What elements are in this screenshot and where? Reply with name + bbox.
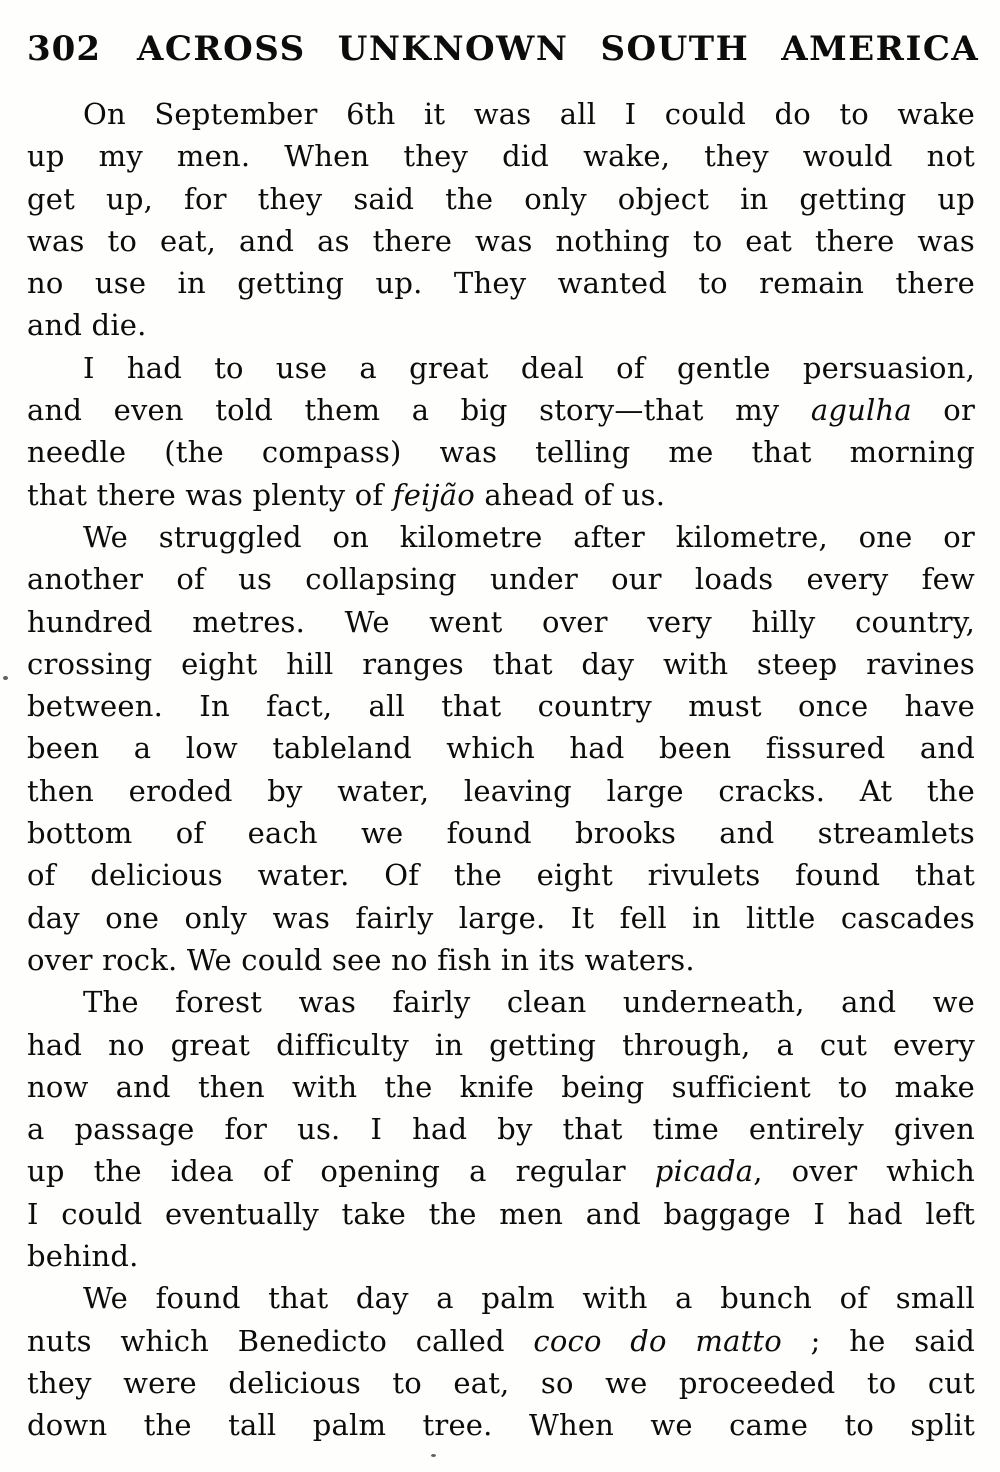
italic-term: coco do matto (533, 1323, 782, 1358)
text-segment: get up, for they said the only object in getting up (27, 181, 975, 216)
text-segment: We found that day a palm with a bunch of small (83, 1281, 975, 1316)
text-segment: or (911, 393, 976, 428)
text-segment: a passage for us. I had by that time entirely given (27, 1112, 975, 1147)
text-line (27, 1277, 975, 1319)
text-segment: and even told them a big story—that my (27, 393, 811, 428)
text-block (27, 93, 975, 1447)
text-segment: We struggled on kilometre after kilometre, one or (83, 519, 975, 554)
text-segment: behind. (27, 1239, 139, 1274)
text-line (27, 1235, 975, 1277)
text-line (27, 1150, 975, 1192)
paragraph (27, 347, 975, 516)
text-line (27, 685, 975, 727)
text-line (27, 389, 975, 431)
text-segment: was to eat, and as there was nothing to eat there was (27, 223, 975, 258)
text-line (27, 1024, 975, 1066)
text-line (27, 220, 975, 262)
text-segment: been a low tableland which had been fissured and (27, 731, 975, 766)
italic-term: picada (654, 1154, 754, 1189)
text-segment: The forest was fairly clean underneath, and we (83, 985, 975, 1020)
text-segment: had no great difficulty in getting through, a cut every (27, 1027, 975, 1062)
text-line (27, 516, 975, 558)
text-line (27, 304, 975, 346)
text-line (27, 727, 975, 769)
text-line (27, 135, 975, 177)
text-line (27, 1320, 975, 1362)
text-segment: nuts which Benedicto called (27, 1323, 534, 1358)
text-line (27, 1404, 975, 1446)
paragraph (27, 516, 975, 981)
text-segment: I could eventually take the men and baggage I had left (27, 1196, 975, 1231)
text-segment: then eroded by water, leaving large cracks. At the (27, 773, 975, 808)
text-line (27, 474, 975, 516)
text-segment: day one only was fairly large. It fell in little cascades (27, 900, 975, 935)
text-line (27, 262, 975, 304)
text-segment: down the tall palm tree. When we came to split (27, 1408, 975, 1443)
text-segment: bottom of each we found brooks and streamlets (27, 816, 975, 851)
text-line (27, 1108, 975, 1150)
text-line (27, 981, 975, 1023)
paragraph (27, 1277, 975, 1446)
scan-artifact-dot (3, 676, 8, 680)
paragraph (27, 981, 975, 1277)
paragraph (27, 93, 975, 347)
text-line (27, 1362, 975, 1404)
text-line (27, 939, 975, 981)
text-line (27, 601, 975, 643)
text-line (27, 812, 975, 854)
text-segment: now and then with the knife being sufficient to make (27, 1069, 975, 1104)
page-title: ACROSS UNKNOWN SOUTH AMERICA (136, 29, 980, 69)
running-header (27, 28, 980, 70)
text-segment: up the idea of opening a regular (27, 1154, 655, 1189)
text-segment: between. In fact, all that country must once have (27, 689, 975, 724)
text-line (27, 1066, 975, 1108)
italic-term: feijão (392, 477, 475, 512)
text-line (27, 431, 975, 473)
scan-artifact-dot (431, 1454, 436, 1457)
text-segment: up my men. When they did wake, they would not (27, 139, 975, 174)
italic-term: agulha (810, 393, 912, 428)
text-line (27, 770, 975, 812)
text-segment: over rock. We could see no fish in its waters. (27, 942, 695, 977)
text-segment: of delicious water. Of the eight rivulets found that (27, 858, 975, 893)
text-segment: , over which (753, 1154, 975, 1189)
text-line (27, 178, 975, 220)
text-line (27, 897, 975, 939)
text-line (27, 347, 975, 389)
text-segment: another of us collapsing under our loads every few (27, 562, 975, 597)
text-segment: hundred metres. We went over very hilly country, (27, 604, 975, 639)
text-segment: that there was plenty of (27, 477, 393, 512)
text-line (27, 643, 975, 685)
text-segment: no use in getting up. They wanted to remain there (27, 266, 975, 301)
text-segment: they were delicious to eat, so we proceeded to cut (27, 1365, 975, 1400)
text-segment: and die. (27, 308, 147, 343)
text-segment: needle (the compass) was telling me that morning (27, 435, 975, 470)
text-segment: On September 6th it was all I could do to wake (83, 97, 975, 131)
text-segment: ; he said (781, 1323, 975, 1358)
text-line (27, 558, 975, 600)
text-segment: crossing eight hill ranges that day with steep ravines (27, 646, 975, 681)
text-segment: I had to use a great deal of gentle persuasion, (83, 350, 975, 385)
text-line (27, 1193, 975, 1235)
text-segment: ahead of us. (474, 477, 666, 512)
text-line (27, 854, 975, 896)
page-number: 302 (27, 29, 101, 69)
text-line (27, 93, 975, 135)
